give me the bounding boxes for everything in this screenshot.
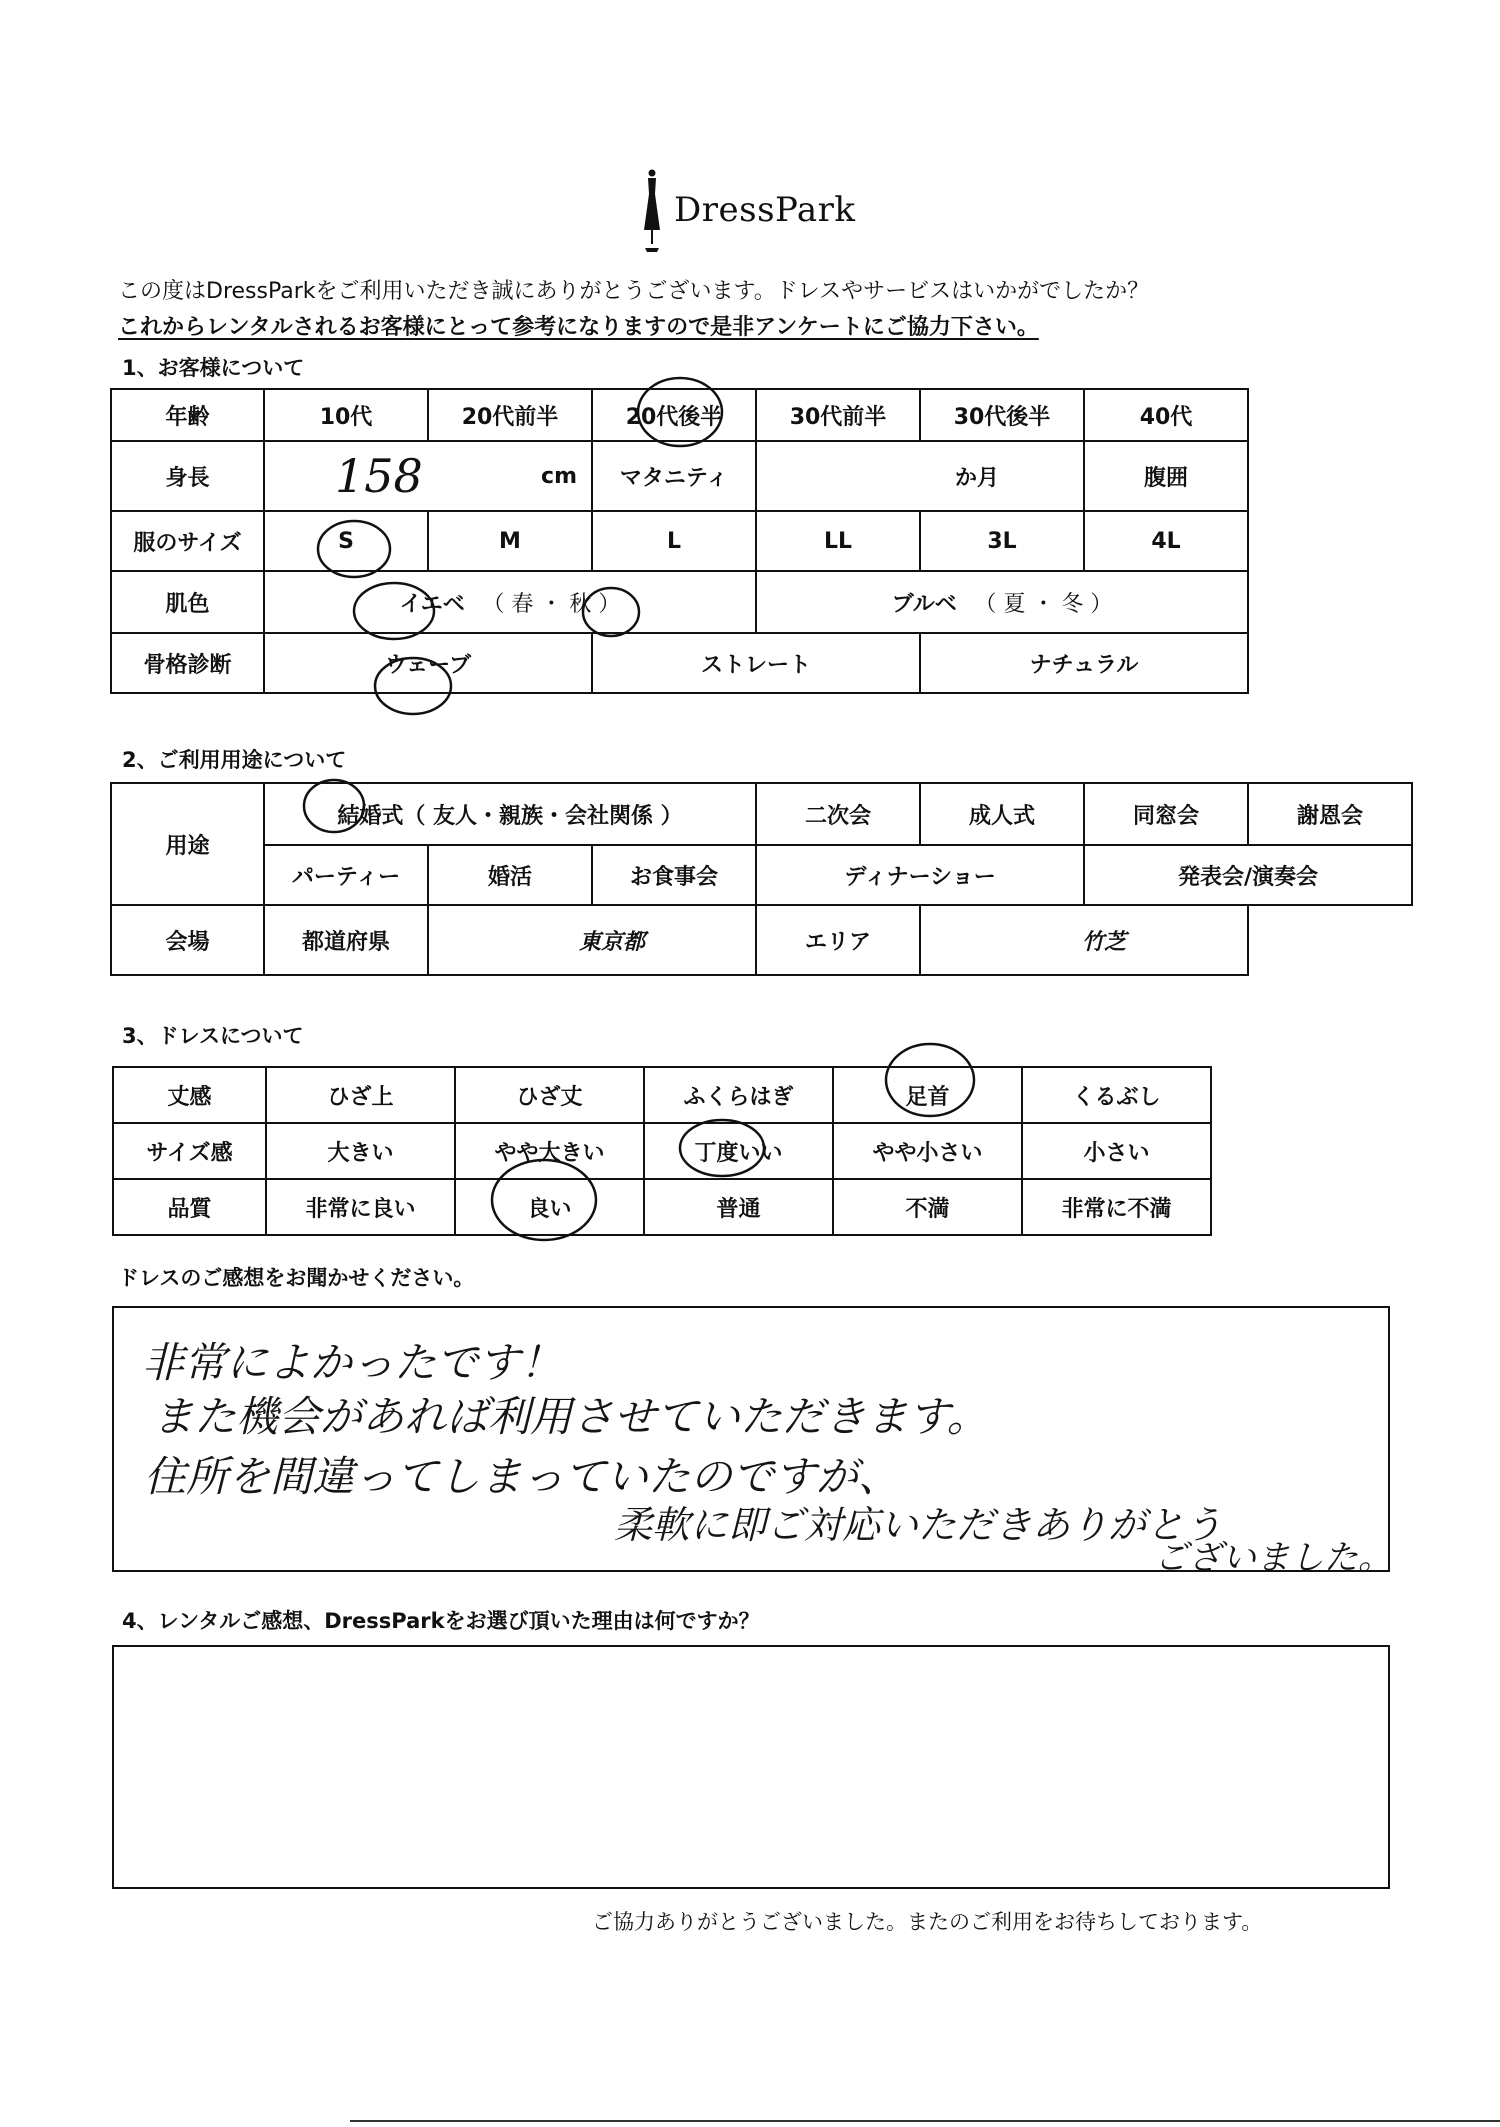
venue-label: 会場 — [111, 905, 264, 975]
age-option-selected[interactable]: 20代後半 — [592, 389, 756, 441]
quality-option[interactable]: 不満 — [833, 1179, 1022, 1235]
purpose-option[interactable]: パーティー — [264, 845, 428, 905]
fit-option-selected[interactable]: 丁度いい — [644, 1123, 833, 1179]
prefecture-label: 都道府県 — [264, 905, 428, 975]
purpose-option[interactable]: 成人式 — [920, 783, 1084, 845]
thanks-message: ご協力ありがとうございました。またのご利用をお待ちしております。 — [592, 1910, 1263, 1934]
intro-text: この度はDressParkをご利用いただき誠にありがとうございます。ドレスやサービスはいかがでしたか？ — [118, 279, 1150, 304]
frame-row — [111, 633, 1248, 693]
purpose-option[interactable]: 謝恩会 — [1248, 783, 1412, 845]
yellow-base-option[interactable] — [264, 571, 756, 633]
comment-line: 住所を間違ってしまっていたのですが、 — [144, 1452, 901, 1501]
blue-base-label: ブルベ — [891, 591, 957, 617]
length-option[interactable]: ひざ上 — [266, 1067, 455, 1123]
skin-row — [111, 571, 1248, 633]
quality-option[interactable]: 非常に不満 — [1022, 1179, 1211, 1235]
age-option[interactable]: 20代前半 — [428, 389, 592, 441]
size-option[interactable]: LL — [756, 511, 920, 571]
prefecture-value[interactable]: 東京都 — [428, 905, 756, 975]
age-option[interactable]: 30代後半 — [920, 389, 1084, 441]
age-option[interactable]: 30代前半 — [756, 389, 920, 441]
yellow-base-label: イエベ — [399, 591, 465, 617]
intro-request: これからレンタルされるお客様にとって参考になりますので是非アンケートにご協力下さい。 — [118, 315, 1039, 340]
frame-option[interactable]: ナチュラル — [920, 633, 1248, 693]
fit-label: サイズ感 — [113, 1123, 266, 1179]
dress-icon — [640, 168, 664, 256]
purpose-option[interactable]: 同窓会 — [1084, 783, 1248, 845]
size-option[interactable]: 4L — [1084, 511, 1248, 571]
customer-table — [110, 388, 1249, 694]
area-value[interactable]: 竹芝 — [920, 905, 1248, 975]
quality-option-selected[interactable]: 良い — [455, 1179, 644, 1235]
fit-option[interactable]: やや小さい — [833, 1123, 1022, 1179]
comment-label: ドレスのご感想をお聞かせください。 — [118, 1266, 475, 1290]
height-unit: cm — [541, 463, 577, 489]
height-value: 158 — [335, 449, 423, 503]
size-option-selected[interactable]: S — [264, 511, 428, 571]
brand-name: DressPark — [674, 190, 856, 230]
height-field[interactable] — [264, 441, 592, 511]
purpose-option[interactable]: ディナーショー — [756, 845, 1084, 905]
purpose-option[interactable]: 婚活 — [428, 845, 592, 905]
size-row — [111, 511, 1248, 571]
reason-box[interactable] — [112, 1645, 1390, 1889]
section3-title: 3、ドレスについて — [122, 1024, 304, 1048]
size-option[interactable]: 3L — [920, 511, 1084, 571]
section1-title: 1、お客様について — [122, 356, 305, 380]
maternity-label: マタニティ — [592, 441, 756, 511]
waist-label: 腹囲 — [1084, 441, 1248, 511]
dress-table — [112, 1066, 1212, 1236]
frame-option[interactable]: ストレート — [592, 633, 920, 693]
comment-line: 柔軟に即ご対応いただきありがとう — [614, 1503, 1223, 1547]
size-option[interactable]: L — [592, 511, 756, 571]
length-row — [113, 1067, 1211, 1123]
purpose-label: 用途 — [111, 783, 264, 905]
age-option[interactable]: 40代 — [1084, 389, 1248, 441]
comment-box[interactable] — [112, 1306, 1392, 1578]
frame-option-selected[interactable]: ウェーブ — [264, 633, 592, 693]
size-option[interactable]: M — [428, 511, 592, 571]
size-label: 服のサイズ — [111, 511, 264, 571]
quality-option[interactable]: 非常に良い — [266, 1179, 455, 1235]
comment-line: ございました。 — [1154, 1538, 1392, 1578]
maternity-months-field[interactable] — [756, 441, 1084, 511]
blue-seasons: （ 夏 ・ 冬 ） — [974, 591, 1113, 617]
purpose-wedding-selected[interactable]: 結婚式（ 友人・親族・会社関係 ） — [264, 783, 756, 845]
yellow-seasons: （ 春 ・ 秋 ） — [482, 591, 621, 617]
fit-option[interactable]: やや大きい — [455, 1123, 644, 1179]
brand-logo — [640, 168, 880, 258]
purpose-option[interactable]: 発表会/演奏会 — [1084, 845, 1412, 905]
length-option[interactable]: ふくらはぎ — [644, 1067, 833, 1123]
quality-label: 品質 — [113, 1179, 266, 1235]
quality-option[interactable]: 普通 — [644, 1179, 833, 1235]
length-option[interactable]: くるぶし — [1022, 1067, 1211, 1123]
age-row — [111, 389, 1248, 441]
fit-option[interactable]: 大きい — [266, 1123, 455, 1179]
frame-label: 骨格診断 — [111, 633, 264, 693]
comment-line: また機会があれば利用させていただきます。 — [152, 1392, 989, 1441]
height-row — [111, 441, 1248, 511]
purpose-option[interactable]: お食事会 — [592, 845, 756, 905]
quality-row — [113, 1179, 1211, 1235]
length-label: 丈感 — [113, 1067, 266, 1123]
section4-title: 4、レンタルご感想、DressParkをお選び頂いた理由は何ですか？ — [122, 1609, 760, 1633]
skin-label: 肌色 — [111, 571, 264, 633]
area-label: エリア — [756, 905, 920, 975]
age-label: 年齢 — [111, 389, 264, 441]
section2-title: 2、ご利用用途について — [122, 748, 347, 772]
length-option[interactable]: ひざ丈 — [455, 1067, 644, 1123]
fit-row — [113, 1123, 1211, 1179]
scan-edge — [350, 2120, 1500, 2122]
blue-base-option[interactable] — [756, 571, 1248, 633]
months-label: か月 — [954, 465, 999, 491]
venue-row — [111, 905, 1412, 975]
comment-line: 非常によかったです！ — [142, 1338, 563, 1387]
age-option[interactable]: 10代 — [264, 389, 428, 441]
height-label: 身長 — [111, 441, 264, 511]
fit-option[interactable]: 小さい — [1022, 1123, 1211, 1179]
length-option-selected[interactable]: 足首 — [833, 1067, 1022, 1123]
purpose-option[interactable]: 二次会 — [756, 783, 920, 845]
purpose-table — [110, 782, 1413, 976]
